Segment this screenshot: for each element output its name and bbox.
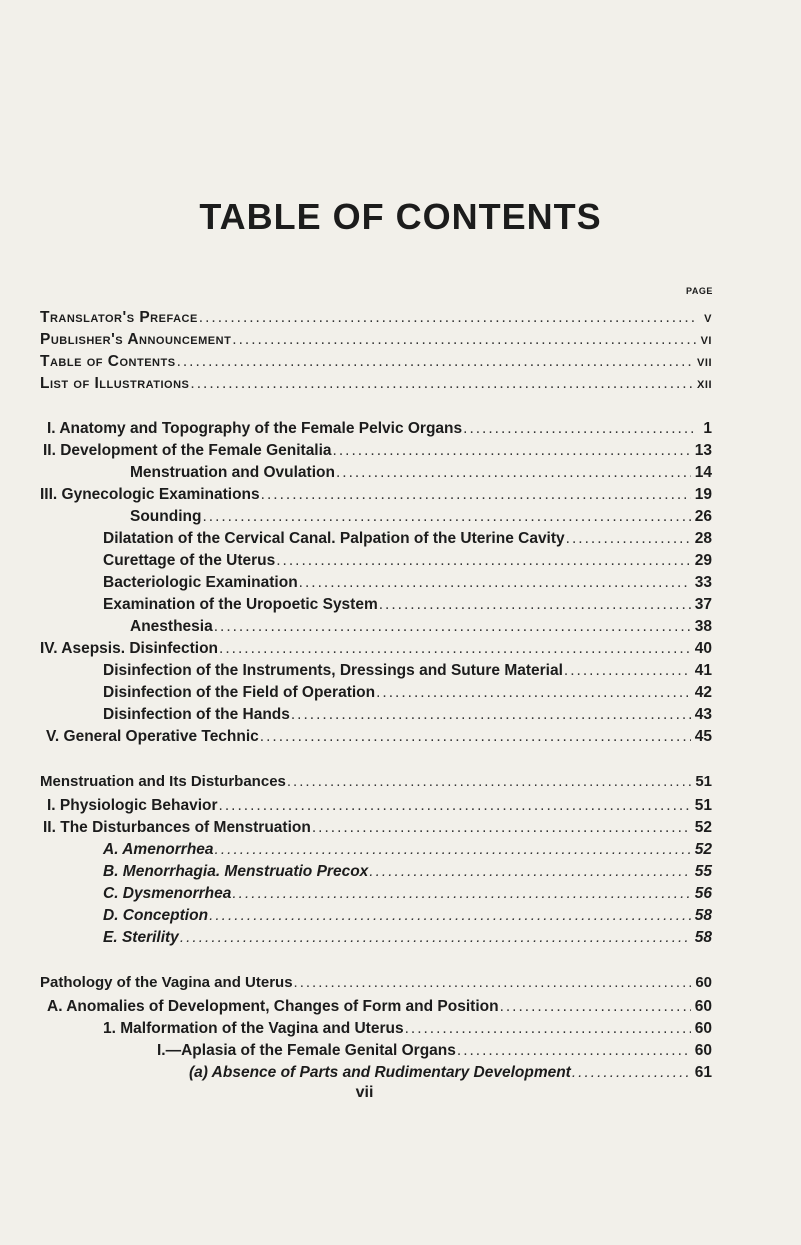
dot-leader [500, 996, 691, 1018]
toc-entry [43, 817, 712, 839]
toc-entry [103, 704, 712, 726]
toc-entry-page: 13 [694, 442, 712, 459]
toc-entry-page: 52 [694, 819, 712, 836]
dot-leader [215, 839, 691, 861]
dot-leader [566, 528, 691, 550]
toc-entry [103, 594, 712, 616]
dot-leader [232, 329, 696, 351]
dot-leader [376, 682, 691, 704]
toc-entry [47, 996, 712, 1018]
toc-entry [157, 1040, 712, 1062]
dot-leader [369, 861, 690, 883]
toc-entry-label: Menstruation and Its Disturbances [40, 773, 286, 790]
toc-entry-label: A. Amenorrhea [103, 841, 214, 858]
toc-entry-page: 56 [694, 885, 712, 902]
toc-section-heading [40, 771, 712, 793]
dot-leader [180, 927, 691, 949]
toc-entry-label: 1. Malformation of the Vagina and Uterus [103, 1020, 404, 1037]
page-number: vii [355, 1084, 374, 1101]
toc-entry-label: E. Sterility [103, 929, 179, 946]
dot-leader [333, 440, 691, 462]
toc-entry-label: Anesthesia [130, 618, 213, 635]
toc-entry [103, 927, 712, 949]
toc-entry-page: vii [697, 353, 712, 370]
toc-entry-page: 19 [694, 486, 712, 503]
toc-entry [103, 905, 712, 927]
dot-leader [260, 726, 691, 748]
toc-entry-label: A. Anomalies of Development, Changes of Form and Position [47, 998, 499, 1015]
toc-entry-label: I. Anatomy and Topography of the Female Pelvic Organs [47, 420, 463, 437]
toc-section-heading [40, 972, 712, 994]
toc-entry-label: Examination of the Uropoetic System [103, 596, 378, 613]
toc-entry [130, 506, 712, 528]
dot-leader [219, 795, 691, 817]
toc-entry-page: v [704, 309, 712, 326]
toc-entry [103, 839, 712, 861]
toc-entry [130, 462, 712, 484]
toc-entry-page: 14 [694, 464, 712, 481]
dot-leader [291, 704, 691, 726]
toc-entry-page: 52 [694, 841, 712, 858]
dot-leader [209, 905, 691, 927]
toc-entry-label: Disinfection of the Field of Operation [103, 684, 376, 701]
toc-entry [103, 550, 712, 572]
toc-entry [103, 1018, 712, 1040]
toc-entry-label: B. Menorrhagia. Menstruatio Precox [103, 863, 369, 880]
dot-leader [564, 660, 691, 682]
toc-entry [40, 351, 712, 373]
toc-entry-page: 58 [694, 929, 712, 946]
toc-entry-label: C. Dysmenorrhea [103, 885, 232, 902]
dot-leader [299, 572, 691, 594]
dot-leader [336, 462, 691, 484]
toc-entry-label: Sounding [130, 508, 202, 525]
dot-leader [276, 550, 691, 572]
toc-entry-label: Curettage of the Uterus [103, 552, 276, 569]
toc-entry-page: 60 [694, 1042, 712, 1059]
toc-entry-label: Disinfection of the Instruments, Dressings and Suture Material [103, 662, 563, 679]
toc-entry-label: Dilatation of the Cervical Canal. Palpation of the Uterine Cavity [103, 530, 565, 547]
toc-entry [40, 638, 712, 660]
toc-entry-page: 42 [694, 684, 712, 701]
toc-entry-page: 55 [694, 863, 712, 880]
toc-entry-page: 41 [694, 662, 712, 679]
toc-entry [103, 660, 712, 682]
toc-entry-page: 1 [703, 420, 712, 437]
toc-entry-page: 38 [694, 618, 712, 635]
toc-entry-page: 60 [694, 998, 712, 1015]
toc-entry-page: xii [697, 375, 712, 392]
toc-entry-page: 29 [694, 552, 712, 569]
toc-entry-page: 51 [694, 797, 712, 814]
toc-entry [40, 484, 712, 506]
toc-entry-page: vi [700, 331, 712, 348]
dot-leader [463, 418, 696, 440]
toc-entry-label: Disinfection of the Hands [103, 706, 290, 723]
dot-leader [457, 1040, 691, 1062]
toc-entry-page: 45 [694, 728, 712, 745]
dot-leader [199, 307, 696, 329]
toc-entry [40, 307, 712, 329]
page-column-heading: PAGE [686, 286, 713, 296]
toc-entry [103, 572, 712, 594]
toc-entry-page: 40 [694, 640, 712, 657]
toc-entry-label: List of Illustrations [40, 375, 190, 392]
dot-leader [190, 373, 693, 395]
toc-entry [103, 528, 712, 550]
dot-leader [261, 484, 691, 506]
toc-entry-page: 37 [694, 596, 712, 613]
toc-entry-page: 60 [694, 1020, 712, 1037]
dot-leader [287, 771, 691, 793]
toc-entry-page: 58 [694, 907, 712, 924]
toc-entry-label: Publisher's Announcement [40, 331, 232, 348]
dot-leader [572, 1062, 691, 1084]
toc-entry [40, 329, 712, 351]
toc-entry-label: I.—Aplasia of the Female Genital Organs [157, 1042, 456, 1059]
toc-entry-label: Bacteriologic Examination [103, 574, 298, 591]
toc-entry-label: (a) Absence of Parts and Rudimentary Development [189, 1064, 571, 1081]
toc-entry-label: II. The Disturbances of Menstruation [43, 819, 311, 836]
toc-entry-label: I. Physiologic Behavior [47, 797, 218, 814]
toc-entry-label: III. Gynecologic Examinations [40, 486, 260, 503]
dot-leader [312, 817, 691, 839]
dot-leader [232, 883, 690, 905]
dot-leader [294, 972, 692, 994]
toc-entry-page: 43 [694, 706, 712, 723]
dot-leader [177, 351, 693, 373]
toc-entry-label: IV. Asepsis. Disinfection [40, 640, 219, 657]
toc-entry-label: V. General Operative Technic [46, 728, 259, 745]
toc-entry [43, 440, 712, 462]
toc-entry [189, 1062, 712, 1084]
toc-entry-page: 61 [694, 1064, 712, 1081]
toc-entry-page: 28 [694, 530, 712, 547]
dot-leader [379, 594, 691, 616]
toc-entry [103, 682, 712, 704]
toc-entry [103, 861, 712, 883]
dot-leader [202, 506, 690, 528]
toc-entry-page: 51 [695, 773, 712, 790]
toc-entry-page: 60 [695, 974, 712, 991]
toc-entry-label: Table of Contents [40, 353, 176, 370]
toc-entry [47, 795, 712, 817]
toc-entry-label: Menstruation and Ovulation [130, 464, 335, 481]
toc-entry [46, 726, 712, 748]
toc-entry-label: Translator's Preface [40, 309, 198, 326]
dot-leader [214, 616, 691, 638]
toc-entry-label: II. Development of the Female Genitalia [43, 442, 332, 459]
page-title: TABLE OF CONTENTS [199, 196, 602, 237]
dot-leader [219, 638, 691, 660]
toc-entry-page: 33 [694, 574, 712, 591]
toc-entry-page: 26 [694, 508, 712, 525]
dot-leader [405, 1018, 691, 1040]
toc-entry [47, 418, 712, 440]
toc-entry-label: D. Conception [103, 907, 209, 924]
toc-entry [40, 373, 712, 395]
toc-entry-label: Pathology of the Vagina and Uterus [40, 974, 293, 991]
toc-entry [103, 883, 712, 905]
toc-entry [130, 616, 712, 638]
